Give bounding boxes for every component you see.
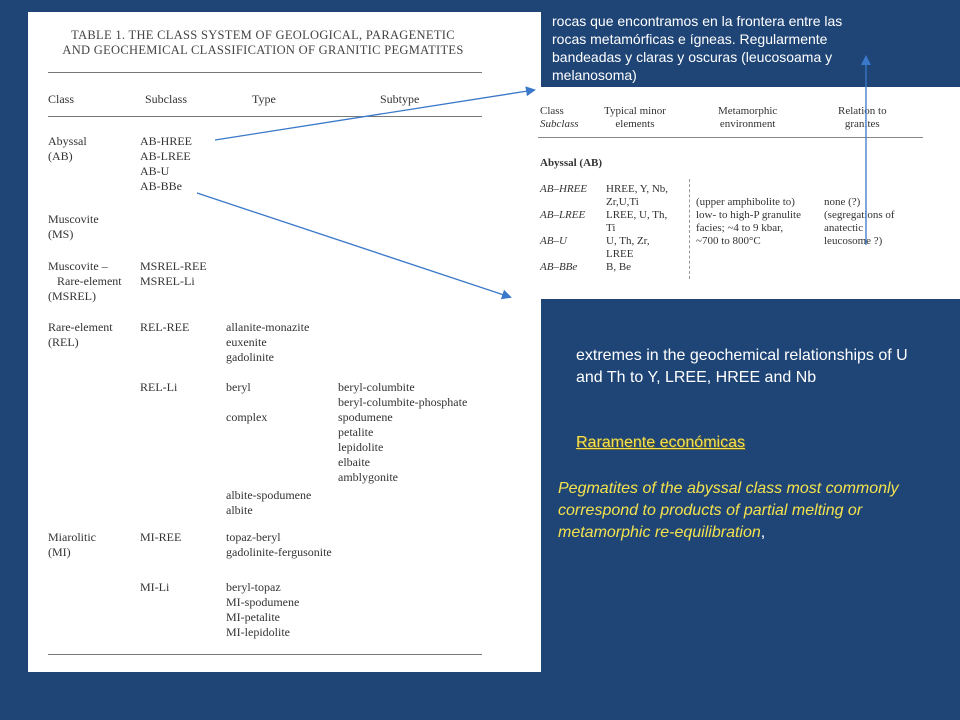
subclass-rel-ree: REL-REE <box>140 320 190 334</box>
extremes-text: extremes in the geochemical relationships of U and Th to Y, LREE, HREE and Nb <box>576 347 908 386</box>
types-albite: albite-spodumene albite <box>226 488 312 517</box>
subtypes-complex: spodumene petalite lepidolite elbaite amblygonite <box>338 410 398 484</box>
rt-header-subclass: Subclass <box>540 118 579 130</box>
rt-header-minor-elements: Typical minor elements <box>604 105 666 130</box>
class-rel: Rare-element (REL) <box>48 320 113 349</box>
rt-subclasses: AB–HREE AB–LREE AB–U AB–BBe <box>540 183 588 273</box>
abyssal-note-tail: , <box>760 524 766 541</box>
types-rel-ree: allanite-monazite euxenite gadolinite <box>226 320 310 364</box>
subclass-abyssal: AB-HREE AB-LREE AB-U AB-BBe <box>140 134 192 193</box>
subclass-msrel: MSREL-REE MSREL-Li <box>140 259 207 288</box>
rt-elements: HREE, Y, Nb, Zr,U,Ti LREE, U, Th, Ti U, Th, Zr, LREE B, Be <box>606 183 669 273</box>
rt-group-abyssal: Abyssal (AB) <box>540 157 603 169</box>
arrow-abbbe-to-extremes <box>197 193 510 297</box>
class-msrel: Muscovite – Rare-element (MSREL) <box>48 259 122 303</box>
types-mi-li: beryl-topaz MI-spodumene MI-petalite MI-lepidolite <box>226 580 300 639</box>
caption-text: rocas que encontramos en la frontera entre las rocas metamórficas e ígneas. Regularmente bandeadas y claras y oscuras (leucosoama y melanosoma) <box>552 13 843 83</box>
header-class: Class <box>48 92 75 106</box>
class-abyssal: Abyssal (AB) <box>48 134 87 163</box>
subclass-rel-li: REL-Li <box>140 380 178 394</box>
header-type: Type <box>252 92 276 106</box>
subclass-mi-ree: MI-REE <box>140 530 182 544</box>
header-subclass: Subclass <box>145 92 187 106</box>
header-subtype: Subtype <box>380 92 420 106</box>
subtypes-beryl: beryl-columbite beryl-columbite-phosphate <box>338 380 468 409</box>
rt-environment: (upper amphibolite to) low- to high-P granulite facies; ~4 to 9 kbar, ~700 to 800°C <box>696 196 801 247</box>
rt-header-relation: Relation to granites <box>838 105 887 130</box>
types-mi-ree: topaz-beryl gadolinite-fergusonite <box>226 530 332 559</box>
type-complex: complex <box>226 410 268 424</box>
rt-header-environment: Metamorphic environment <box>718 105 778 130</box>
rt-relation: none (?) (segregations of anatectic leucosome ?) <box>824 196 895 247</box>
class-miarolitic: Miarolitic (MI) <box>48 530 96 559</box>
table-title: TABLE 1. THE CLASS SYSTEM OF GEOLOGICAL, PARAGENETIC AND GEOCHEMICAL CLASSIFICATION OF GRANITIC PEGMATITES <box>62 28 464 57</box>
type-beryl: beryl <box>226 380 251 394</box>
class-muscovite: Muscovite (MS) <box>48 212 99 241</box>
abyssal-note-main: Pegmatites of the abyssal class most commonly correspond to products of partial melting or metamorphic re-equilibration <box>558 480 899 541</box>
raramente-economicas-text: Raramente económicas <box>576 434 745 451</box>
subclass-mi-li: MI-Li <box>140 580 170 594</box>
arrow-abyssal-to-detail <box>215 90 534 140</box>
rt-header-class: Class <box>540 105 564 117</box>
